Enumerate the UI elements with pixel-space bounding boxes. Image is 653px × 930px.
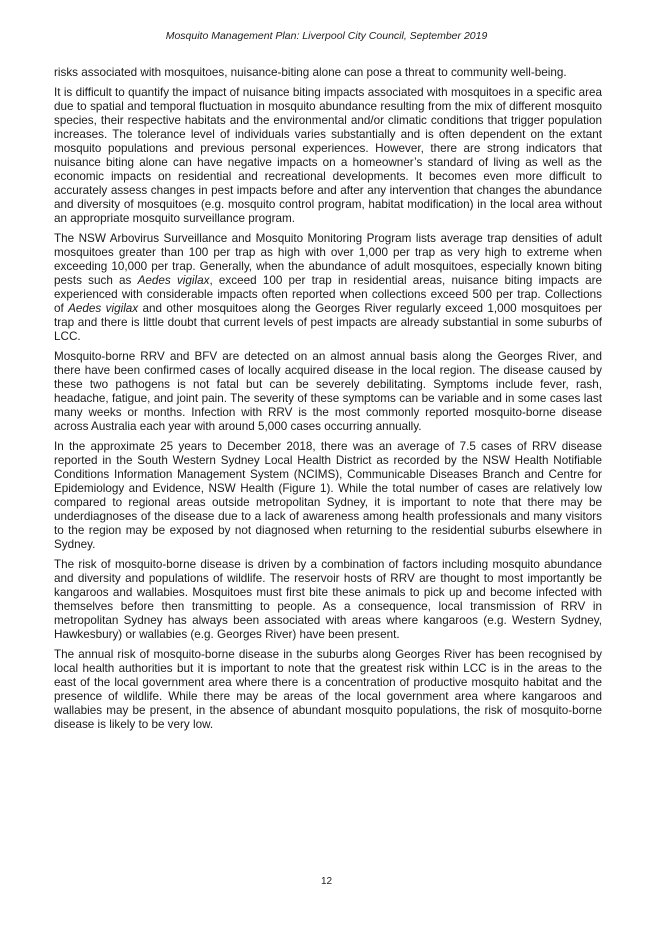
species-name: Aedes vigilax bbox=[68, 302, 139, 315]
page-header: Mosquito Management Plan: Liverpool City Council, September 2019 bbox=[165, 30, 488, 42]
paragraph-3-text-a: The NSW Arbovirus Surveillance and Mosquito Monitoring Program lists average trap densities of adult mosquitoes greater than 100 per trap as high with over 1,000 per trap as very high to extreme when exceeding 10,000 per trap. Generally, when the abundance of adult mosquitoes, especially known biting pests such as bbox=[54, 232, 602, 287]
page-number: 12 bbox=[320, 876, 333, 887]
paragraph-1: risks associated with mosquitoes, nuisance-biting alone can pose a threat to community well-being. bbox=[54, 66, 567, 79]
paragraph-7: The annual risk of mosquito-borne disease in the suburbs along Georges River has been recognised by local health authorities but it is important to note that the greatest risk within LCC is in the areas to the east of the local government area where there is a concentration of productive mosquito habitat and the presence of wildlife. While there may be areas of the local government area where kangaroos and wallabies may be present, in the absence of abundant mosquito populations, the risk of mosquito-borne disease is likely to be very low. bbox=[54, 648, 602, 731]
paragraph-2: It is difficult to quantify the impact of nuisance biting impacts associated with mosquitoes in a specific area due to spatial and temporal fluctuation in mosquito abundance resulting from the mix of different mosquito species, their respective habitats and the environmental and/or climatic conditions that trigger population increases. The tolerance level of individuals varies substantially and is often dependent on the extant mosquito populations and previous personal experiences. However, there are strong indicators that nuisance biting alone can have negative impacts on a homeowner’s standard of living as well as the economic impacts on residential and recreational developments. It becomes even more difficult to accurately assess changes in pest impacts before and after any intervention that changes the abundance and diversity of mosquitoes (e.g. mosquito control program, habitat modification) in the local area without an appropriate mosquito surveillance program. bbox=[54, 86, 602, 225]
paragraph-5: In the approximate 25 years to December 2018, there was an average of 7.5 cases of RRV disease reported in the South Western Sydney Local Health District as recorded by the NSW Health Notifiable Conditions Information Management System (NCIMS), Communicable Diseases Branch and Centre for Epidemiology and Evidence, NSW Health (Figure 1). While the total number of cases are relatively low compared to regional areas outside metropolitan Sydney, it is important to note that there may be underdiagnoses of the disease due to a lack of awareness among health professionals and many visitors to the region may be exposed by not diagnosed when returning to the residential suburbs elsewhere in Sydney. bbox=[54, 440, 602, 551]
paragraph-3-text-c: and other mosquitoes along the Georges River regularly exceed 1,000 mosquitoes per trap and there is little doubt that current levels of pest impacts are already substantial in some suburbs of LCC. bbox=[54, 302, 602, 343]
document-body bbox=[54, 66, 602, 738]
paragraph-3-text-b: , exceed 100 per trap in residential areas, nuisance biting impacts are experienced with considerable impacts often reported when collections exceed 500 per trap. Collections of bbox=[54, 274, 602, 315]
paragraph-6: The risk of mosquito-borne disease is driven by a combination of factors including mosquito abundance and diversity and populations of wildlife. The reservoir hosts of RRV are thought to most importantly be kangaroos and wallabies. Mosquitoes must first bite these animals to pick up and become infected with themselves before then transmitting to people. As a consequence, local transmission of RRV in metropolitan Sydney has always been associated with areas where kangaroos (e.g. Western Sydney, Hawkesbury) or wallabies (e.g. Georges River) have been present. bbox=[54, 558, 602, 641]
species-name: Aedes vigilax bbox=[137, 274, 210, 287]
paragraph-4: Mosquito-borne RRV and BFV are detected on an almost annual basis along the Georges River, and there have been confirmed cases of locally acquired disease in the local region. The disease caused by these two pathogens is not fatal but can be severely debilitating. Symptoms include fever, rash, headache, fatigue, and joint pain. The severity of these symptoms can be variable and in some cases last many weeks or months. Infection with RRV is the most commonly reported mosquito-borne disease across Australia each year with around 5,000 cases occurring annually. bbox=[54, 350, 602, 433]
paragraph-3 bbox=[54, 232, 602, 344]
